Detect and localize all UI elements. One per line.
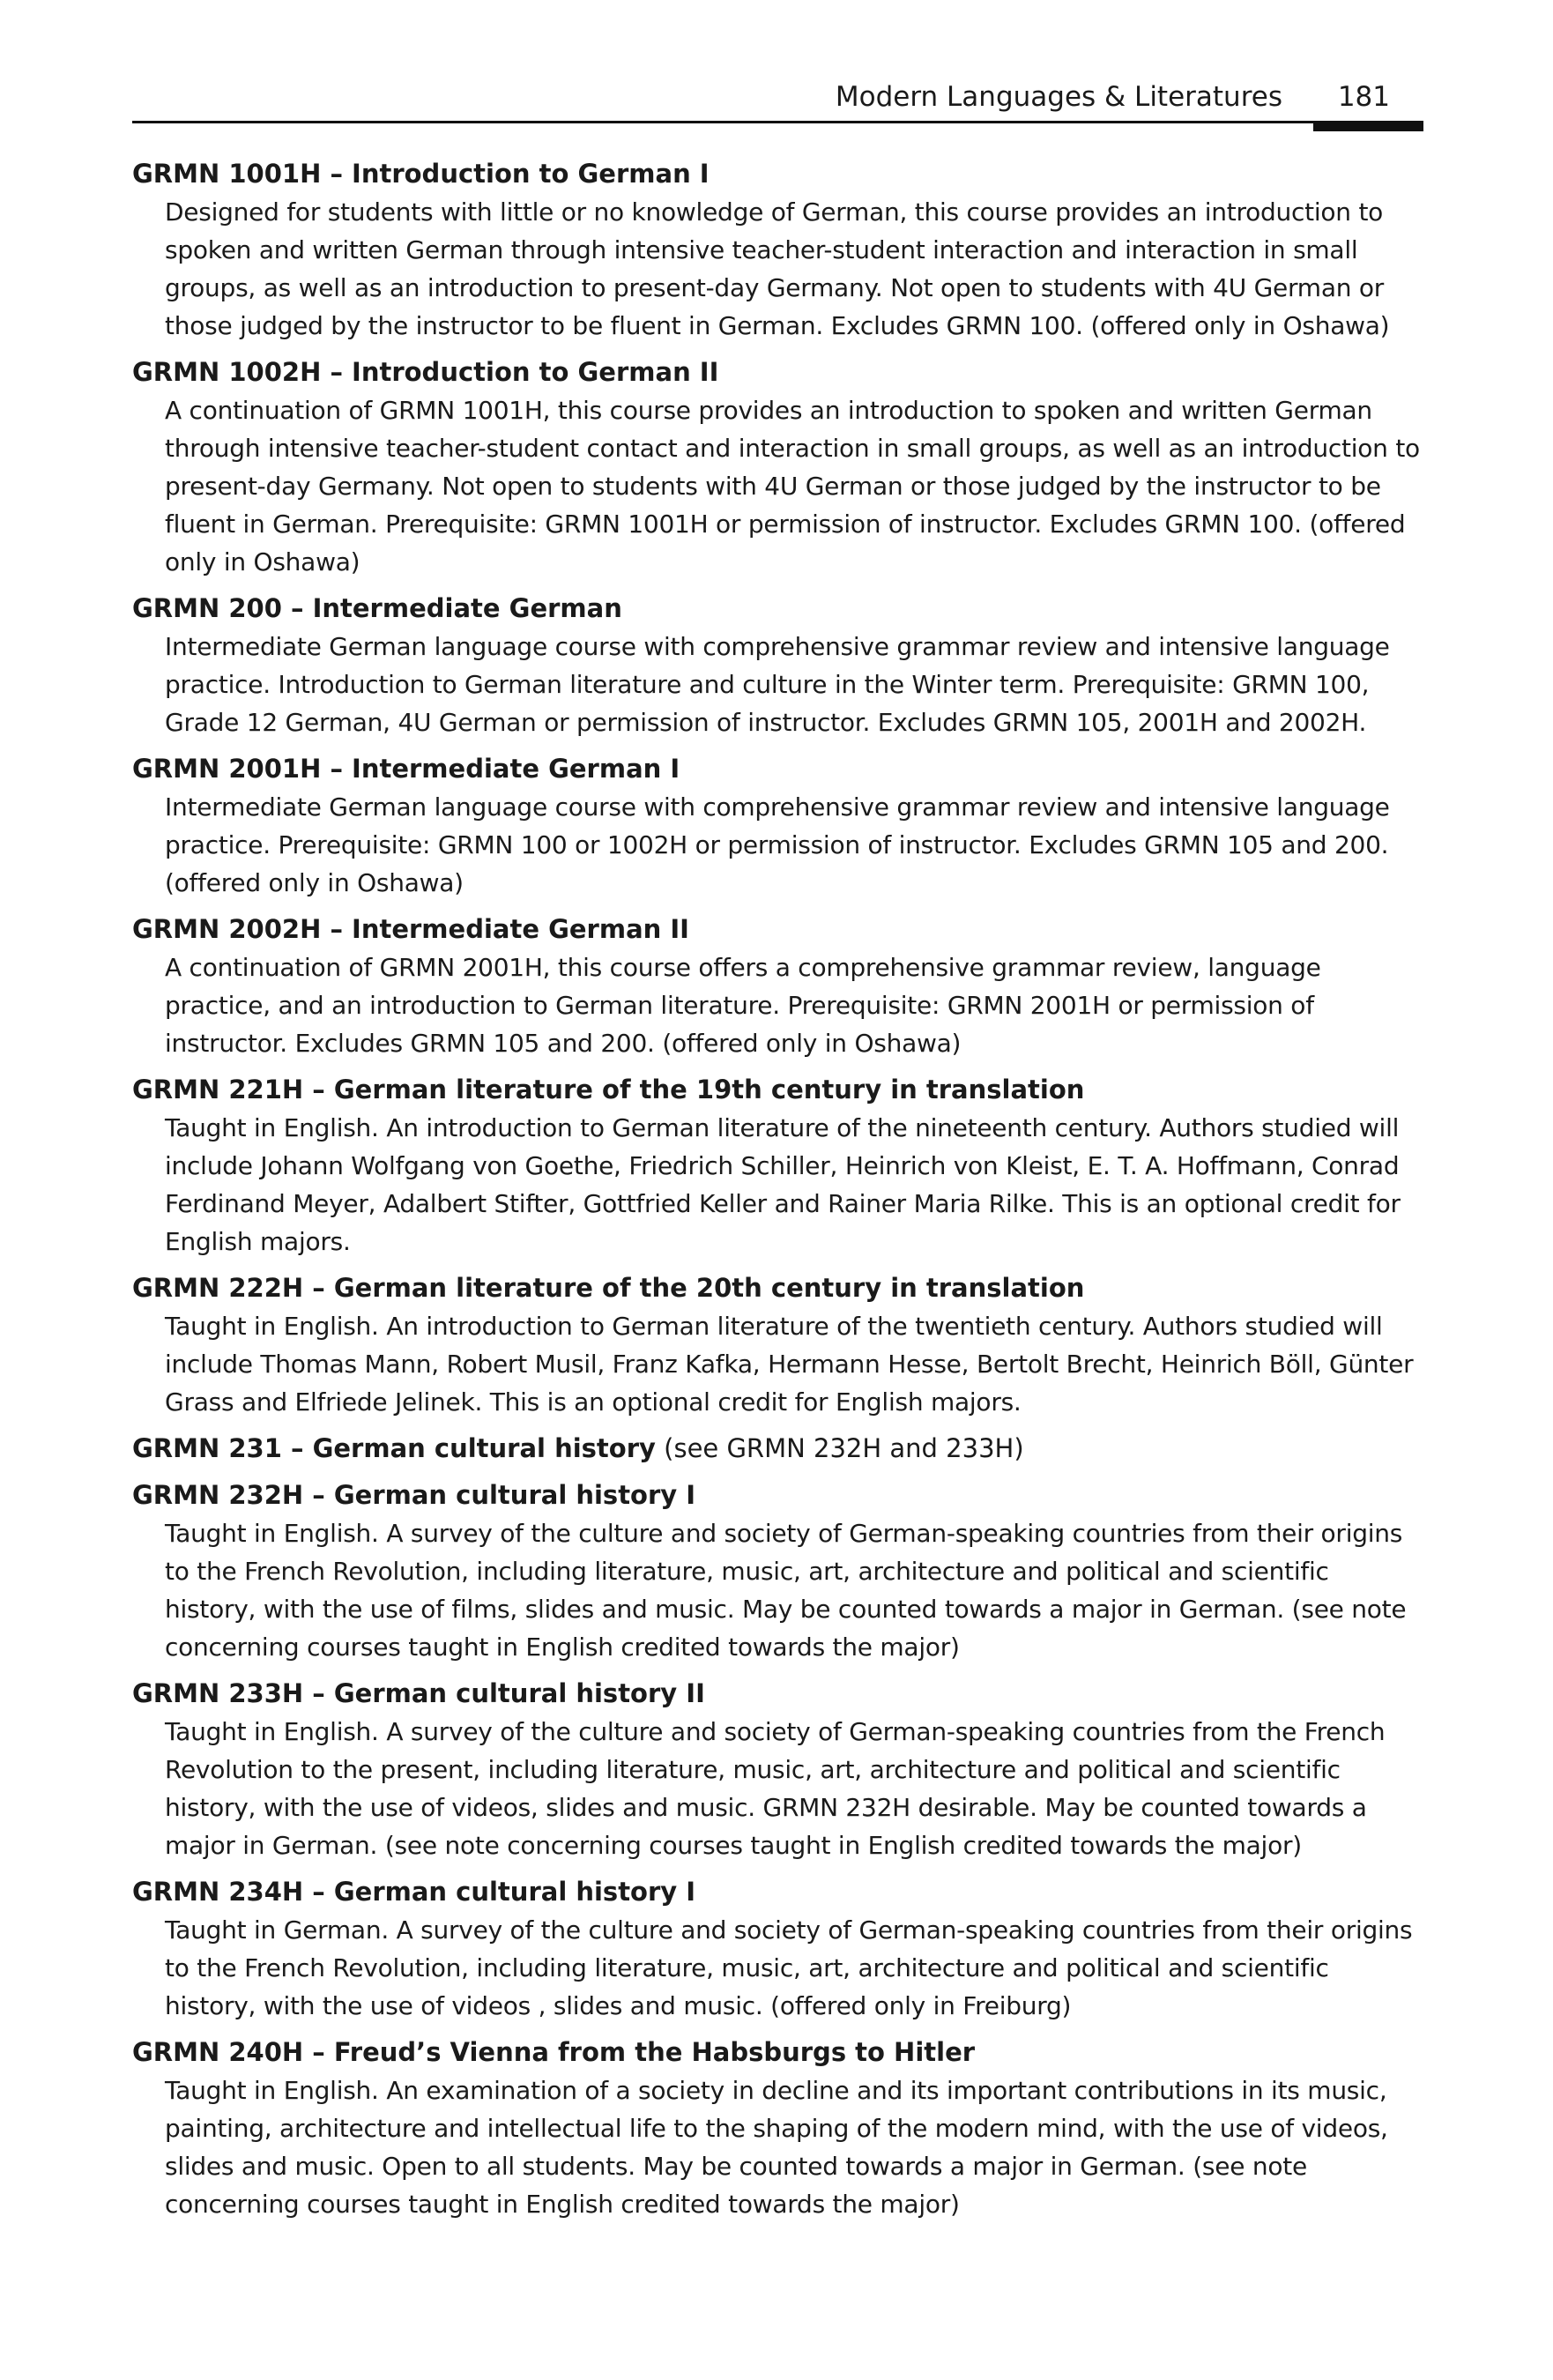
course-description: Intermediate German language course with comprehensive grammar review and intensive language practice. Prerequisite: GRMN 100 or 1002H or permission of instructor. Excludes GRMN 105 and 200. (offered only in Oshawa) xyxy=(165,792,1390,897)
course-description: Designed for students with little or no knowledge of German, this course provides an introduction to spoken and written German through intensive teacher-student interaction and interaction in small groups, as well as an introduction to present-day Germany. Not open to students with 4U German or those judged by the instructor to be fluent in German. Excludes GRMN 100. (offered only in Oshawa) xyxy=(165,197,1390,340)
course-entry xyxy=(132,590,1423,741)
course-entry xyxy=(132,353,1423,581)
course-title: GRMN 2002H – Intermediate German II xyxy=(132,914,689,944)
course-title: GRMN 232H – German cultural history I xyxy=(132,1480,696,1510)
course-title: GRMN 222H – German literature of the 20th century in translation xyxy=(132,1273,1085,1303)
course-list xyxy=(132,155,1423,2232)
course-entry xyxy=(132,1071,1423,1261)
course-title: GRMN 221H – German literature of the 19th century in translation xyxy=(132,1075,1085,1104)
course-title: GRMN 1001H – Introduction to German I xyxy=(132,159,710,189)
course-description: A continuation of GRMN 1001H, this course provides an introduction to spoken and written German through intensive teacher-student contact and interaction in small groups, as well as an introduction to present-day Germany. Not open to students with 4U German or those judged by the instructor to be fluent in German. Prerequisite: GRMN 1001H or permission of instructor. Excludes GRMN 100. (offered only in Oshawa) xyxy=(165,396,1420,576)
course-description: Taught in English. An introduction to German literature of the twentieth century. Authors studied will include Thomas Mann, Robert Musil, Franz Kafka, Hermann Hesse, Bertolt Brecht, Heinrich Böll, Günter Grass and Elfriede Jelinek. This is an optional credit for English majors. xyxy=(165,1312,1414,1417)
course-title: GRMN 1002H – Introduction to German II xyxy=(132,357,719,387)
course-title: GRMN 2001H – Intermediate German I xyxy=(132,754,680,784)
course-title-text: GRMN 231 – German cultural history xyxy=(132,1433,656,1463)
course-description: A continuation of GRMN 2001H, this course offers a comprehensive grammar review, language practice, and an introduction to German literature. Prerequisite: GRMN 2001H or permission of instructor. Excludes GRMN 105 and 200. (offered only in Oshawa) xyxy=(165,953,1321,1058)
course-description: Taught in German. A survey of the culture and society of German-speaking countries from their origins to the French Revolution, including literature, music, art, architecture and political and scientific history, with the use of videos , slides and music. (offered only in Freiburg) xyxy=(165,1915,1413,2020)
course-description: Taught in English. A survey of the culture and society of German-speaking countries from their origins to the French Revolution, including literature, music, art, architecture and political and scientific history, with the use of films, slides and music. May be counted towards a major in German. (see note concerning courses taught in English credited towards the major) xyxy=(165,1519,1407,1662)
course-entry xyxy=(132,2034,1423,2223)
course-title: GRMN 240H – Freud’s Vienna from the Habsburgs to Hitler xyxy=(132,2037,976,2067)
course-entry xyxy=(132,1430,1423,1468)
page-number: 181 xyxy=(1337,81,1390,113)
course-title xyxy=(132,1430,1423,1468)
course-entry xyxy=(132,155,1423,345)
course-description: Taught in English. A survey of the culture and society of German-speaking countries from the French Revolution to the present, including literature, music, art, architecture and political and scientific history, with the use of videos, slides and music. GRMN 232H desirable. May be counted towards a major in German. (see note concerning courses taught in English credited towards the major) xyxy=(165,1717,1386,1860)
section-title: Modern Languages & Literatures xyxy=(835,81,1282,113)
header-rule xyxy=(132,121,1313,123)
course-entry xyxy=(132,750,1423,902)
course-entry xyxy=(132,911,1423,1062)
course-title: GRMN 234H – German cultural history I xyxy=(132,1877,696,1907)
course-entry xyxy=(132,1675,1423,1864)
course-entry xyxy=(132,1476,1423,1666)
course-description: Taught in English. An examination of a society in decline and its important contributions in its music, painting, architecture and intellectual life to the shaping of the modern mind, with the use of videos, slides and music. Open to all students. May be counted towards a major in German. (see note concerning courses taught in English credited towards the major) xyxy=(165,2076,1388,2219)
course-description: Intermediate German language course with comprehensive grammar review and intensive language practice. Introduction to German literature and culture in the Winter term. Prerequisite: GRMN 100, Grade 12 German, 4U German or permission of instructor. Excludes GRMN 105, 2001H and 2002H. xyxy=(165,632,1390,737)
page-header xyxy=(132,78,1423,130)
course-title: GRMN 233H – German cultural history II xyxy=(132,1678,705,1708)
course-cross-reference: (see GRMN 232H and 233H) xyxy=(655,1433,1024,1463)
course-description: Taught in English. An introduction to German literature of the nineteenth century. Authors studied will include Johann Wolfgang von Goethe, Friedrich Schiller, Heinrich von Kleist, E. T. A. Hoffmann, Conrad Ferdinand Meyer, Adalbert Stifter, Gottfried Keller and Rainer Maria Rilke. This is an optional credit for English majors. xyxy=(165,1113,1401,1256)
course-entry xyxy=(132,1269,1423,1421)
course-title: GRMN 200 – Intermediate German xyxy=(132,593,622,623)
page-number-bar xyxy=(1313,121,1423,131)
course-entry xyxy=(132,1873,1423,2025)
